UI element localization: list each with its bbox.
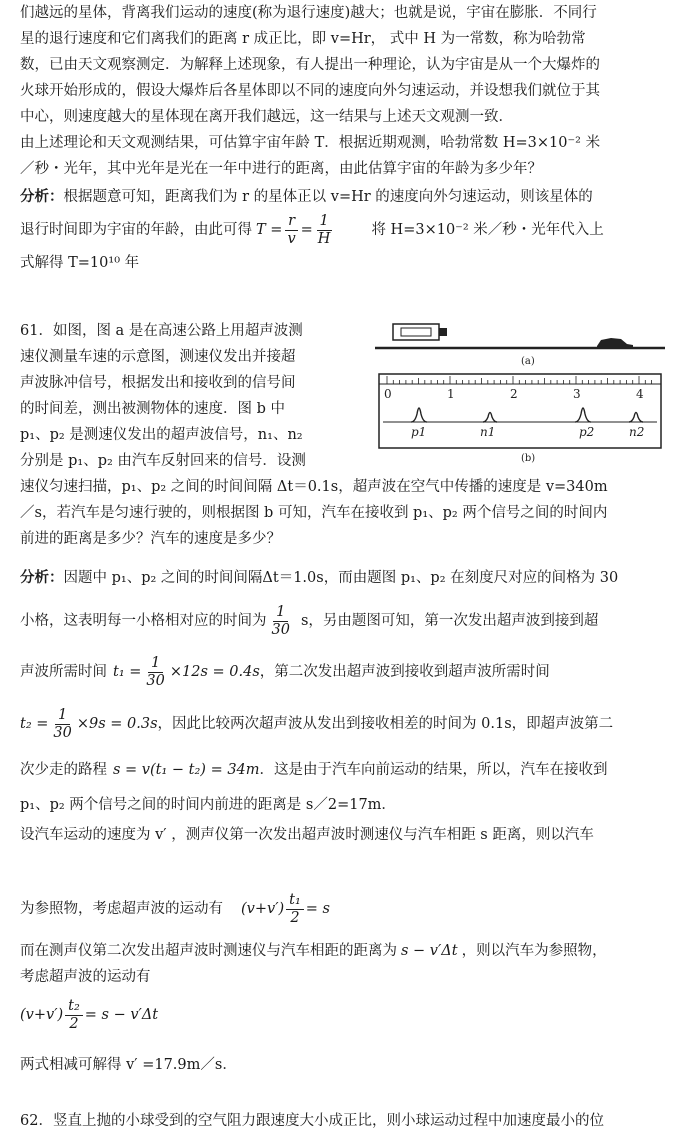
text-line: p₁、p₂ 两个信号之间的时间内前进的距离是 s／2=17m． bbox=[20, 797, 396, 813]
text-line: 62．竖直上抛的小球受到的空气阻力跟速度大小成正比，则小球运动过程中加速度最小的位 bbox=[20, 1113, 604, 1129]
formula-t2-value: ×9s = 0.3s bbox=[76, 716, 158, 732]
text-line: 声波脉冲信号，根据发出和接收到的信号间 bbox=[20, 375, 296, 391]
result-line: 两式相减可解得 v′ =17.9m／s． bbox=[20, 1057, 237, 1073]
scale-ticks bbox=[387, 376, 652, 384]
label-p2: p2 bbox=[579, 425, 595, 439]
text-line: 速仪测量车速的示意图，测速仪发出并接超 bbox=[20, 349, 296, 365]
text-line: 火球开始形成的，假设大爆炸后各星体即以不同的速度向外匀速运动，并设想我们就位于其 bbox=[20, 83, 600, 99]
fraction-r-v bbox=[284, 213, 298, 248]
text-line: 中心，则速度越大的星体现在离开我们越远，这一结果与上述天文观测一致． bbox=[20, 109, 513, 125]
tick-label: 2 bbox=[510, 387, 518, 401]
denominator: 30 bbox=[146, 672, 165, 689]
text: ．这是由于汽车向前运动的结果，所以，汽车在接收到 bbox=[259, 762, 608, 778]
speed-gun-nozzle bbox=[439, 328, 447, 336]
text-line: 的时间差，测出被测物体的速度．图 b 中 bbox=[20, 401, 285, 417]
text-line bbox=[20, 560, 675, 596]
figure-svg bbox=[375, 318, 675, 468]
formula-line bbox=[20, 646, 675, 698]
equation-2-right: = s − v′Δt bbox=[84, 1007, 159, 1023]
text-line: 由上述理论和天文观测结果，可估算宇宙年龄 T．根据近期观测，哈勃常数 H=3×10⁻² 米 bbox=[20, 135, 601, 151]
text-line: 数，已由天文观察测定．为解释上述现象，有人提出一种理论，认为宇宙是从一个大爆炸的 bbox=[20, 57, 600, 73]
equation-1-right: = s bbox=[305, 901, 330, 917]
denominator: H bbox=[317, 230, 331, 247]
text-line: 前进的距离是多少？汽车的速度是多少？ bbox=[20, 531, 281, 547]
label-n1: n1 bbox=[480, 425, 496, 439]
formula-t1-value: ×12s = 0.4s bbox=[169, 664, 260, 680]
text-line: 星的退行速度和它们离我们的距离 r 成正比，即 v=Hr， 式中 H 为一常数，称为哈勃常 bbox=[20, 31, 586, 47]
numerator: 1 bbox=[273, 604, 288, 622]
intro-paragraph bbox=[20, 0, 675, 182]
formula-t1: t₁ = bbox=[113, 664, 142, 680]
numerator: r bbox=[285, 213, 298, 231]
label-n2: n2 bbox=[629, 425, 645, 439]
equation-1-left: (v+v′) bbox=[241, 901, 285, 917]
formula-line bbox=[20, 990, 675, 1040]
question-61-continued bbox=[20, 474, 675, 552]
text: 次少走的路程 bbox=[20, 762, 107, 778]
tick-label: 1 bbox=[447, 387, 455, 401]
text-line: ／s，若汽车是匀速行驶的，则根据图 b 可知，汽车在接收到 p₁、p₂ 两个信号之间的时间内 bbox=[20, 505, 608, 521]
label-p1: p1 bbox=[411, 425, 427, 439]
formula-t2: t₂ = bbox=[20, 716, 49, 732]
text: 因题中 p₁、p₂ 之间的时间间隔Δt＝1.0s，而由题图 p₁、p₂ 在刻度尺对应的间格为 30 bbox=[63, 570, 619, 586]
pulse-p1 bbox=[411, 408, 427, 422]
text-line: ／秒・光年，其中光年是光在一年中进行的距离，由此估算宇宙的年龄为多少年？ bbox=[20, 161, 542, 177]
text: ，则以汽车为参照物， bbox=[461, 943, 607, 959]
fraction-1-30 bbox=[50, 707, 74, 742]
text: 将 H=3×10⁻² 米／秒・光年代入上 bbox=[371, 222, 604, 238]
analysis-label: 分析： bbox=[20, 569, 64, 586]
continuation bbox=[20, 886, 675, 1078]
text-line: 61．如图，图 a 是在高速公路上用超声波测 bbox=[20, 323, 303, 339]
tick-label: 0 bbox=[384, 387, 392, 401]
formula-line bbox=[20, 698, 675, 750]
tick-label: 4 bbox=[636, 387, 644, 401]
caption-b: (b) bbox=[521, 453, 536, 464]
fraction-1-30 bbox=[269, 604, 293, 639]
text-line: 速仪匀速扫描，p₁、p₂ 之间的时间间隔 Δt＝0.1s，超声波在空气中传播的速度是 v=340m bbox=[20, 479, 608, 495]
fraction-1-h bbox=[315, 213, 334, 248]
numerator: 1 bbox=[148, 655, 163, 673]
pulse-p2 bbox=[575, 408, 591, 422]
formula-t: T = bbox=[256, 222, 283, 238]
text-line bbox=[20, 184, 675, 210]
text: 而在测声仪第二次发出超声波时测速仪与汽车相距的距离为 bbox=[20, 943, 397, 959]
numerator: 1 bbox=[317, 213, 332, 231]
formula-line bbox=[20, 886, 675, 932]
text: 为参照物，考虑超声波的运动有 bbox=[20, 901, 223, 917]
pulse-n2 bbox=[629, 413, 643, 423]
question-62 bbox=[20, 1108, 675, 1134]
analysis-2 bbox=[20, 560, 675, 850]
text: 退行时间即为宇宙的年龄，由此可得 bbox=[20, 222, 252, 238]
fraction-t1-2 bbox=[286, 892, 304, 927]
numerator: 1 bbox=[55, 707, 70, 725]
formula-line bbox=[20, 596, 675, 646]
text: 声波所需时间 bbox=[20, 664, 107, 680]
formula-s: s = v(t₁ − t₂) = 34m bbox=[113, 762, 260, 778]
denominator: 2 bbox=[290, 909, 300, 926]
text-line bbox=[20, 938, 675, 964]
numerator: t₂ bbox=[65, 998, 83, 1016]
caption-a: (a) bbox=[521, 356, 535, 367]
text: 根据题意可知，距离我们为 r 的星体正以 v=Hr 的速度向外匀速运动，则该星体的 bbox=[63, 189, 593, 205]
denominator: v bbox=[287, 230, 296, 247]
text: ，因此比较两次超声波从发出到接收相差的时间为 0.1s，即超声波第二 bbox=[157, 716, 614, 732]
text: ，第二次发出超声波到接收到超声波所需时间 bbox=[259, 664, 550, 680]
car-icon bbox=[597, 338, 633, 347]
text-line: 分别是 p₁、p₂ 由汽车反射回来的信号．设测 bbox=[20, 453, 306, 469]
text: 小格，这表明每一小格相对应的时间为 bbox=[20, 613, 267, 629]
text: s，另由题图可知，第一次发出超声波到接到超 bbox=[300, 613, 599, 629]
text-line: 考虑超声波的运动有 bbox=[20, 969, 151, 985]
text-line: p₁、p₂ 是测速仪发出的超声波信号，n₁、n₂ bbox=[20, 427, 303, 443]
speed-gun-screen bbox=[401, 328, 431, 336]
text-line: 设汽车运动的速度为 v′ ，测声仪第一次发出超声波时测速仪与汽车相距 s 距离，则以汽车 bbox=[20, 827, 594, 843]
denominator: 30 bbox=[53, 724, 72, 741]
formula-line bbox=[20, 750, 675, 790]
equals: = bbox=[300, 222, 313, 238]
formula-line bbox=[20, 210, 675, 250]
pulse-n1 bbox=[483, 413, 497, 423]
analysis-label: 分析： bbox=[20, 188, 64, 205]
tick-label: 3 bbox=[573, 387, 581, 401]
numerator: t₁ bbox=[286, 892, 304, 910]
denominator: 30 bbox=[271, 621, 290, 638]
text-line: 们越远的星体，背离我们运动的速度(称为退行速度)越大；也就是说，宇宙在膨胀．不同行 bbox=[20, 5, 597, 21]
formula-distance: s − v′Δt bbox=[401, 943, 458, 959]
denominator: 2 bbox=[69, 1015, 79, 1032]
equation-2-left: (v+v′) bbox=[20, 1007, 64, 1023]
fraction-1-30 bbox=[143, 655, 167, 690]
speed-gun-body bbox=[393, 324, 439, 340]
analysis-1 bbox=[20, 184, 675, 276]
fraction-t2-2 bbox=[65, 998, 83, 1033]
text-line: 式解得 T=10¹⁰ 年 bbox=[20, 255, 140, 271]
question-61 bbox=[20, 318, 360, 474]
ultrasonic-figure bbox=[375, 318, 675, 468]
